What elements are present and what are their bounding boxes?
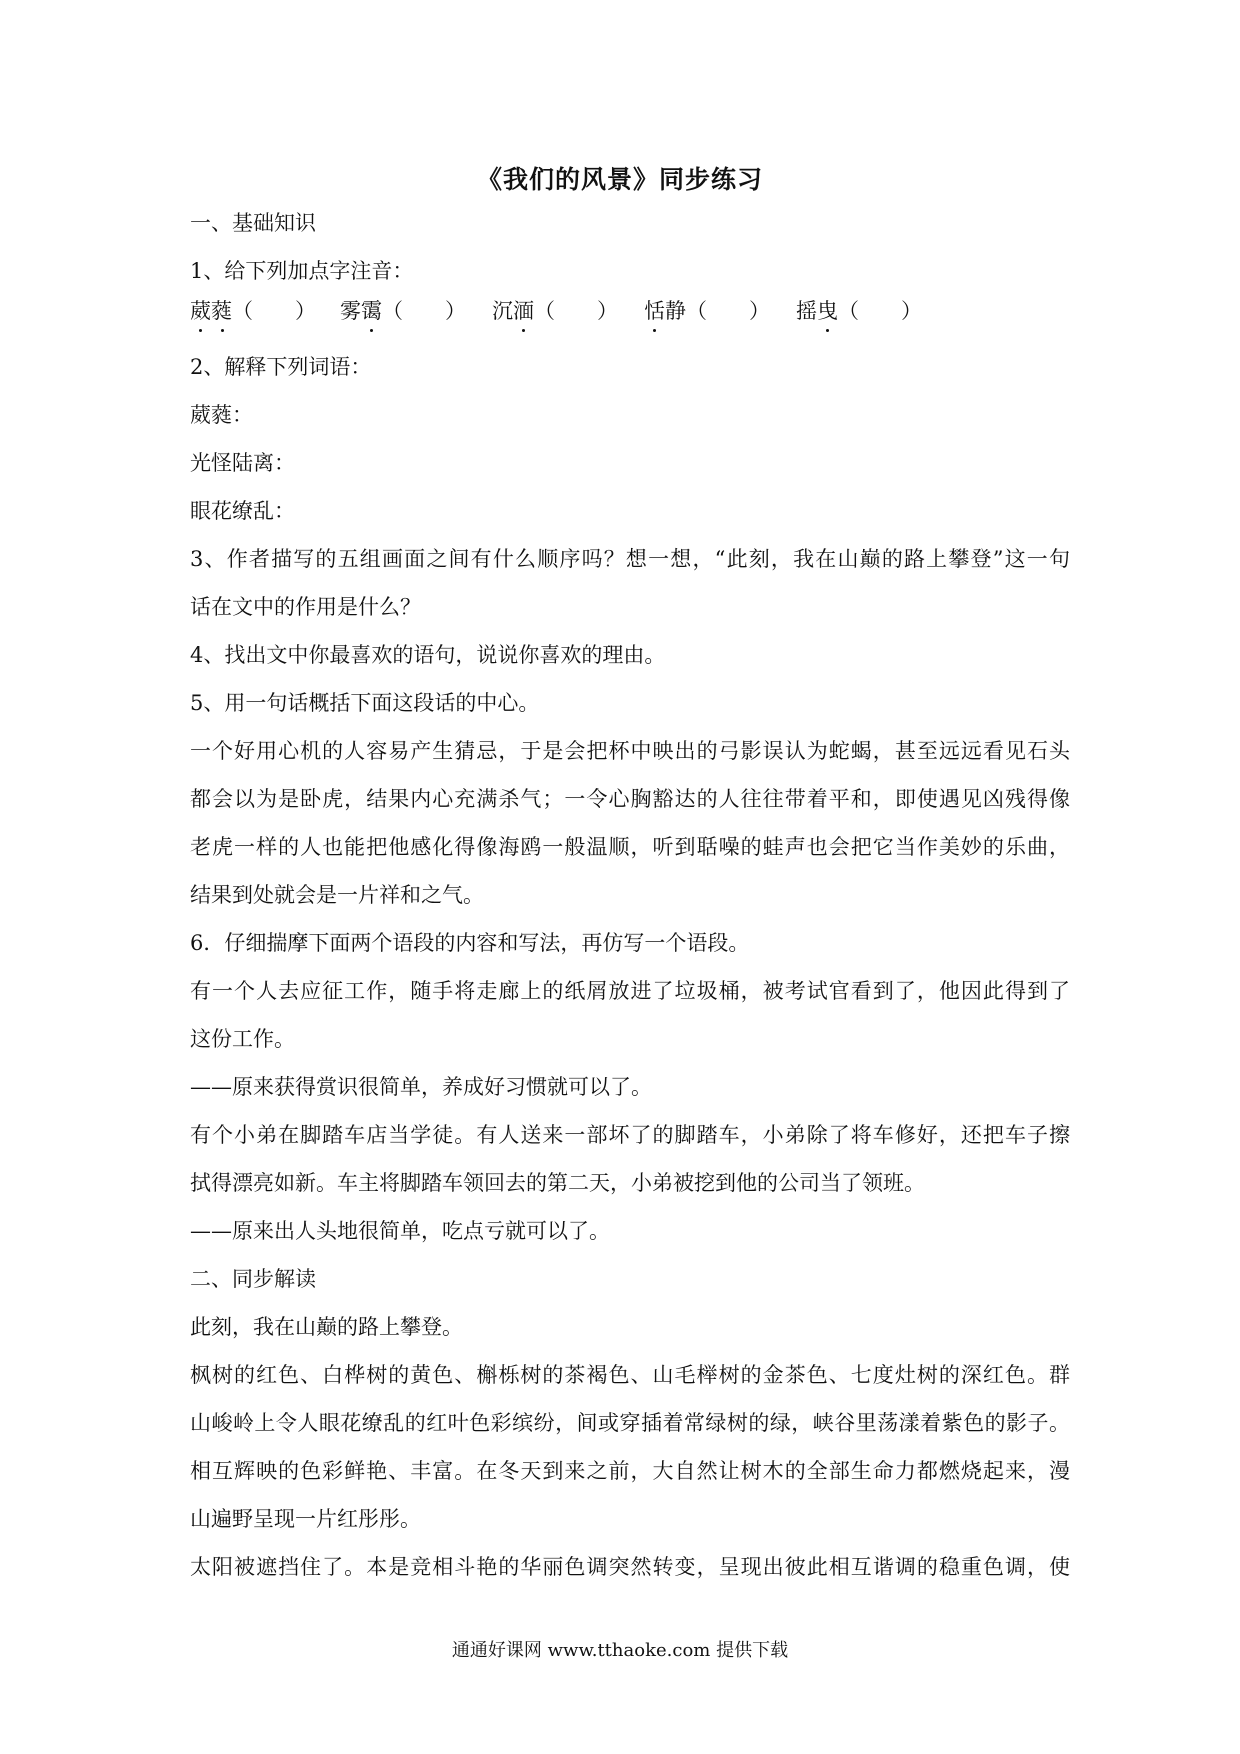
section-heading-basics: 一、基础知识: [190, 211, 316, 235]
question-1: 1、给下列加点字注音：: [190, 259, 414, 283]
pinyin-item: 摇曳（ ）: [796, 299, 922, 323]
reading-line: 枫树的红色、白桦树的黄色、槲栎树的茶褐色、山毛榉树的金茶色、七度灶树的深红色。群: [190, 1363, 1070, 1387]
reading-line: 相互辉映的色彩鲜艳、丰富。在冬天到来之前，大自然让树木的全部生命力都燃烧起来，漫: [190, 1459, 1070, 1483]
pinyin-item: 恬静（ ）: [644, 299, 770, 323]
passage-5-line: 老虎一样的人也能把他感化得像海鸥一般温顺，听到聒噪的蛙声也会把它当作美妙的乐曲，: [190, 835, 1070, 859]
question-4: 4、找出文中你最喜欢的语句，说说你喜欢的理由。: [190, 643, 666, 667]
question-3-line: 话在文中的作用是什么？: [190, 595, 421, 619]
define-item: 眼花缭乱：: [190, 499, 295, 523]
pinyin-item: 雾霭（ ）: [340, 299, 466, 323]
define-item: 光怪陆离：: [190, 451, 295, 475]
passage-6a-line: ——原来获得赏识很简单，养成好习惯就可以了。: [190, 1075, 652, 1099]
reading-line: 太阳被遮挡住了。本是竞相斗艳的华丽色调突然转变，呈现出彼此相互谐调的稳重色调，使: [190, 1555, 1070, 1579]
passage-6b-line: 拭得漂亮如新。车主将脚踏车领回去的第二天，小弟被挖到他的公司当了领班。: [190, 1171, 925, 1195]
passage-5-line: 一个好用心机的人容易产生猜忌，于是会把杯中映出的弓影误认为蛇蝎，甚至远远看见石头: [190, 739, 1070, 763]
passage-6a-line: 这份工作。: [190, 1027, 295, 1051]
reading-line: 山遍野呈现一片红彤彤。: [190, 1507, 421, 1531]
question-6: 6．仔细揣摩下面两个语段的内容和写法，再仿写一个语段。: [190, 931, 750, 955]
pinyin-item: 沉湎（ ）: [492, 299, 618, 323]
pinyin-item: 葳蕤（ ）: [190, 299, 316, 323]
question-3-line: 3、作者描写的五组画面之间有什么顺序吗？想一想，“此刻，我在山巅的路上攀登”这一句: [190, 547, 1070, 571]
define-item: 葳蕤：: [190, 403, 253, 427]
passage-5-line: 都会以为是卧虎，结果内心充满杀气；一令心胸豁达的人往往带着平和，即使遇见凶残得像: [190, 787, 1070, 811]
emphasis-dot: [653, 329, 656, 332]
passage-5-line: 结果到处就会是一片祥和之气。: [190, 883, 484, 907]
question-5: 5、用一句话概括下面这段话的中心。: [190, 691, 540, 715]
emphasis-dot: [370, 329, 373, 332]
reading-line: 山峻岭上令人眼花缭乱的红叶色彩缤纷，间或穿插着常绿树的绿，峡谷里荡漾着紫色的影子。: [190, 1411, 1070, 1435]
emphasis-dot: [199, 329, 202, 332]
passage-6b-line: 有个小弟在脚踏车店当学徒。有人送来一部坏了的脚踏车，小弟除了将车修好，还把车子擦: [190, 1123, 1070, 1147]
section-heading-reading: 二、同步解读: [190, 1267, 316, 1291]
passage-6b-line: ——原来出人头地很简单，吃点亏就可以了。: [190, 1219, 610, 1243]
question-2: 2、解释下列词语：: [190, 355, 372, 379]
page-title: 《我们的风景》同步练习: [476, 165, 763, 194]
emphasis-dot: [522, 329, 525, 332]
page-footer: 通通好课网 www.tthaoke.com 提供下载: [451, 1640, 789, 1661]
emphasis-dot: [826, 329, 829, 332]
reading-line: 此刻，我在山巅的路上攀登。: [190, 1315, 463, 1339]
passage-6a-line: 有一个人去应征工作，随手将走廊上的纸屑放进了垃圾桶，被考试官看到了，他因此得到了: [190, 979, 1070, 1003]
emphasis-dot: [221, 329, 224, 332]
